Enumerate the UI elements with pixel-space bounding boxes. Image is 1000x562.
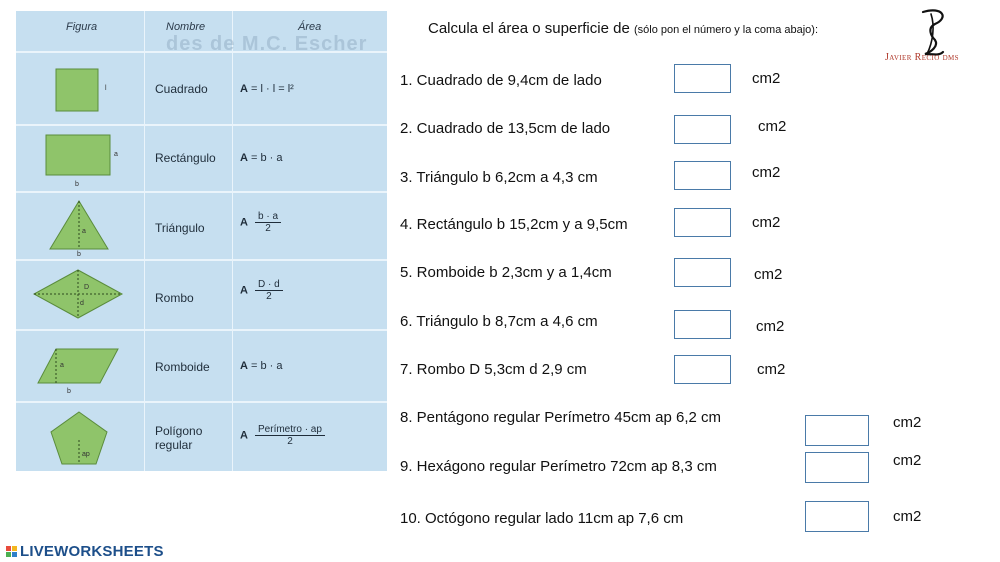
author-name: Javier Recio dms — [885, 52, 959, 63]
question-4: 4. Rectángulo b 15,2cm y a 9,5cm — [400, 216, 628, 233]
rhombus-figure — [30, 267, 126, 321]
answer-input-7[interactable] — [674, 355, 731, 384]
unit-1: cm2 — [752, 70, 781, 87]
square-side-label: l — [105, 85, 107, 92]
answer-input-4[interactable] — [674, 208, 731, 237]
parallelogram-figure — [36, 345, 122, 387]
triangle-height-label: a — [82, 228, 86, 235]
row-poligono-name: Polígono regular — [155, 424, 203, 452]
pentagon-figure — [48, 409, 110, 467]
pentagon-apothem-label: ap — [82, 451, 90, 458]
answer-input-9[interactable] — [805, 452, 869, 483]
question-3: 3. Triángulo b 6,2cm a 4,3 cm — [400, 169, 598, 186]
unit-2: cm2 — [758, 118, 787, 135]
rhombus-minor-label: d — [80, 300, 84, 307]
row-cuadrado-name: Cuadrado — [155, 82, 208, 96]
table-watermark: des de M.C. Escher — [166, 33, 368, 55]
question-7: 7. Rombo D 5,3cm d 2,9 cm — [400, 361, 587, 378]
unit-3: cm2 — [752, 164, 781, 181]
question-8: 8. Pentágono regular Perímetro 45cm ap 6,2 cm — [400, 409, 722, 426]
square-figure — [54, 67, 104, 113]
liveworksheets-brand-text: LIVEWORKSHEETS — [20, 542, 164, 560]
rectangle-figure — [44, 133, 114, 179]
row-romboide-name: Romboide — [155, 360, 210, 374]
answer-input-1[interactable] — [674, 64, 731, 93]
unit-9: cm2 — [893, 452, 922, 469]
answer-input-10[interactable] — [805, 501, 869, 532]
row-triangulo-name: Triángulo — [155, 221, 205, 235]
unit-5: cm2 — [754, 266, 783, 283]
parallelogram-base-label: b — [67, 388, 71, 395]
answer-input-2[interactable] — [674, 115, 731, 144]
question-9: 9. Hexágono regular Perímetro 72cm ap 8,3 cm — [400, 458, 717, 475]
row-cuadrado-area: A = l · l = l² — [240, 83, 294, 95]
header-nombre: Nombre — [166, 21, 206, 33]
row-rectangulo-area: A = b · a — [240, 152, 283, 164]
row-triangulo-area: A $\frac{b \cdot a}{2}$ — [240, 211, 281, 234]
question-6: 6. Triángulo b 8,7cm a 4,6 cm — [400, 313, 598, 330]
answer-input-5[interactable] — [674, 258, 731, 287]
answer-input-6[interactable] — [674, 310, 731, 339]
rhombus-major-label: D — [84, 284, 90, 291]
answer-input-3[interactable] — [674, 161, 731, 190]
question-5: 5. Romboide b 2,3cm y a 1,4cm — [400, 264, 612, 281]
unit-10: cm2 — [893, 508, 922, 525]
header-area: Área — [298, 21, 322, 33]
rectangle-height-label: a — [114, 151, 118, 158]
unit-6: cm2 — [756, 318, 785, 335]
page-title: Calcula el área o superficie de (sólo pon el número y la coma abajo): — [428, 20, 819, 37]
row-rombo-area: A $\frac{D \cdot d}{2}$ — [240, 279, 283, 302]
unit-7: cm2 — [757, 361, 786, 378]
row-poligono-area: A $\frac{\text{Perímetro · ap}}{2}$ — [240, 424, 325, 447]
question-10: 10. Octógono regular lado 11cm ap 7,6 cm — [400, 510, 684, 527]
liveworksheets-logo[interactable] — [6, 541, 164, 561]
rectangle-base-label: b — [75, 181, 79, 188]
triangle-base-label: b — [77, 251, 81, 258]
question-2: 2. Cuadrado de 13,5cm de lado — [400, 120, 611, 137]
parallelogram-height-label: a — [60, 362, 64, 369]
unit-8: cm2 — [893, 414, 922, 431]
row-romboide-area: A = b · a — [240, 360, 283, 372]
liveworksheets-grid-icon — [6, 546, 17, 557]
answer-input-8[interactable] — [805, 415, 869, 446]
row-rectangulo-name: Rectángulo — [155, 151, 216, 165]
unit-4: cm2 — [752, 214, 781, 231]
question-1: 1. Cuadrado de 9,4cm de lado — [400, 72, 602, 89]
row-rombo-name: Rombo — [155, 291, 194, 305]
header-figura: Figura — [66, 21, 98, 33]
triangle-figure — [46, 197, 112, 253]
reference-table — [16, 11, 387, 471]
